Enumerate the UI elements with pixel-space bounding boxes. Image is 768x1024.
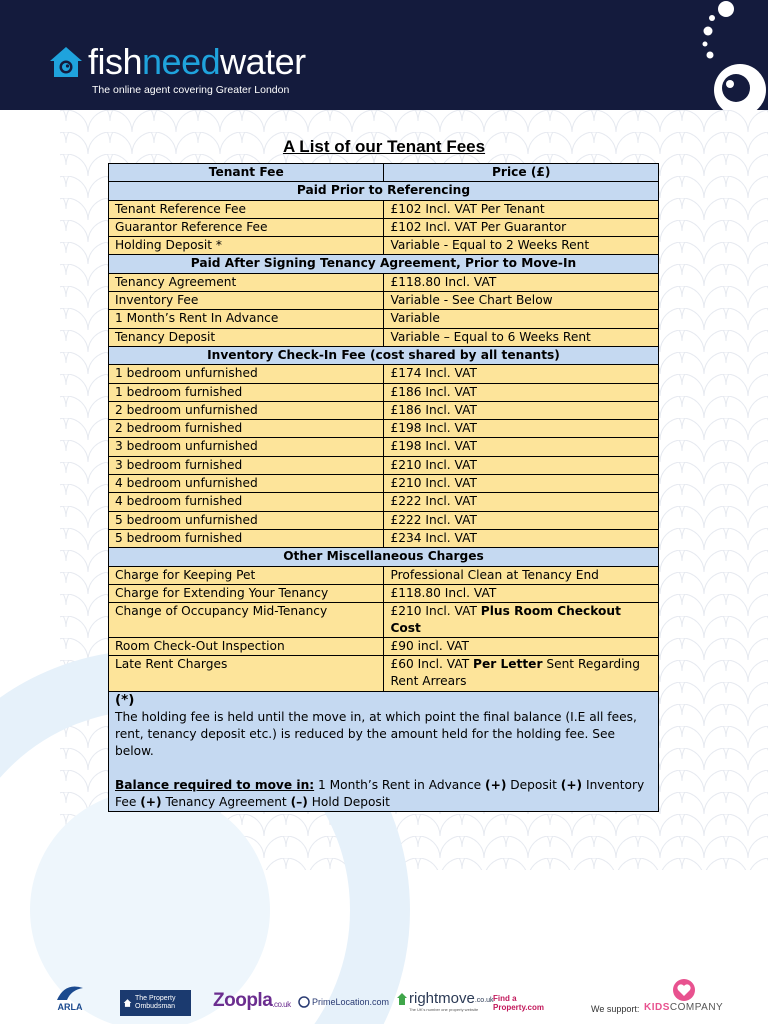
note-text: The holding fee is held until the move in, at which point the final balance (I.E all fees, rent, tenancy deposit etc.) is reduced by the amount held for the holding fee. See below. bbox=[115, 710, 637, 759]
column-header-fee: Tenant Fee bbox=[109, 164, 384, 182]
price-cell: Professional Clean at Tenancy End bbox=[384, 566, 659, 584]
table-row bbox=[109, 365, 659, 383]
price-cell: £210 Incl. VAT bbox=[384, 475, 659, 493]
price-cell: £186 Incl. VAT bbox=[384, 401, 659, 419]
section-heading: Other Miscellaneous Charges bbox=[109, 548, 659, 566]
property-ombudsman-logo[interactable]: The Property Ombudsman bbox=[120, 990, 191, 1016]
price-cell: £198 Incl. VAT bbox=[384, 438, 659, 456]
fee-cell: Tenancy Agreement bbox=[109, 273, 384, 291]
ombudsman-house-icon bbox=[123, 996, 132, 1010]
price-cell: Variable - Equal to 2 Weeks Rent bbox=[384, 237, 659, 255]
table-row bbox=[109, 656, 659, 692]
kids-company-heart-icon bbox=[671, 978, 697, 1002]
table-row bbox=[109, 603, 659, 638]
table-row bbox=[109, 401, 659, 419]
table-row bbox=[109, 475, 659, 493]
price-cell: £222 Incl. VAT bbox=[384, 511, 659, 529]
price-cell: £222 Incl. VAT bbox=[384, 493, 659, 511]
fee-cell: 3 bedroom unfurnished bbox=[109, 438, 384, 456]
house-fish-icon bbox=[48, 45, 84, 79]
primelocation-icon bbox=[298, 996, 310, 1008]
table-row bbox=[109, 529, 659, 547]
findaproperty-logo[interactable]: Find a Property.com bbox=[493, 994, 544, 1012]
fee-cell: Tenancy Deposit bbox=[109, 328, 384, 346]
table-row bbox=[109, 273, 659, 291]
header-banner bbox=[0, 0, 768, 110]
fee-cell: 2 bedroom unfurnished bbox=[109, 401, 384, 419]
section-heading-row bbox=[109, 182, 659, 200]
rightmove-house-icon bbox=[397, 993, 407, 1005]
fee-cell: 5 bedroom unfurnished bbox=[109, 511, 384, 529]
table-row bbox=[109, 566, 659, 584]
price-cell: £174 Incl. VAT bbox=[384, 365, 659, 383]
price-cell: £234 Incl. VAT bbox=[384, 529, 659, 547]
section-heading: Paid Prior to Referencing bbox=[109, 182, 659, 200]
page-title: A List of our Tenant Fees bbox=[282, 137, 486, 156]
fee-cell: 2 bedroom furnished bbox=[109, 420, 384, 438]
fee-cell: Charge for Keeping Pet bbox=[109, 566, 384, 584]
price-cell: Variable – Equal to 6 Weeks Rent bbox=[384, 328, 659, 346]
fee-cell: Charge for Extending Your Tenancy bbox=[109, 584, 384, 602]
fee-cell: Inventory Fee bbox=[109, 292, 384, 310]
table-header-row bbox=[109, 164, 659, 182]
fee-cell: 4 bedroom unfurnished bbox=[109, 475, 384, 493]
price-cell: £102 Incl. VAT Per Tenant bbox=[384, 200, 659, 218]
brand-name-part1: fish bbox=[88, 41, 143, 82]
column-header-price: Price (£) bbox=[384, 164, 659, 182]
section-heading: Inventory Check-In Fee (cost shared by all tenants) bbox=[109, 346, 659, 364]
fee-cell: Late Rent Charges bbox=[109, 656, 384, 692]
brand-logo[interactable] bbox=[48, 41, 306, 82]
price-cell: £210 Incl. VAT Plus Room Checkout Cost bbox=[384, 603, 659, 638]
brand-wordmark bbox=[88, 41, 306, 82]
price-cell: £118.80 Incl. VAT bbox=[384, 584, 659, 602]
table-row bbox=[109, 200, 659, 218]
fee-cell: Holding Deposit * bbox=[109, 237, 384, 255]
price-cell: £90 incl. VAT bbox=[384, 638, 659, 656]
footer-logos bbox=[0, 976, 768, 1024]
table-row bbox=[109, 638, 659, 656]
table-row bbox=[109, 383, 659, 401]
table-row bbox=[109, 511, 659, 529]
section-heading-row bbox=[109, 346, 659, 364]
tenant-fees-table bbox=[108, 163, 659, 812]
fee-cell: Tenant Reference Fee bbox=[109, 200, 384, 218]
fee-cell: Room Check-Out Inspection bbox=[109, 638, 384, 656]
arla-logo[interactable]: ARLA bbox=[50, 982, 90, 1012]
table-row bbox=[109, 328, 659, 346]
brand-name-part2: need bbox=[142, 41, 221, 82]
section-heading: Paid After Signing Tenancy Agreement, Prior to Move-In bbox=[109, 255, 659, 273]
fee-cell: Change of Occupancy Mid-Tenancy bbox=[109, 603, 384, 638]
table-row bbox=[109, 292, 659, 310]
brand-tagline: The online agent covering Greater London bbox=[92, 84, 290, 96]
fee-cell: 1 Month’s Rent In Advance bbox=[109, 310, 384, 328]
price-cell: £118.80 Incl. VAT bbox=[384, 273, 659, 291]
arla-emblem-icon bbox=[55, 982, 85, 1002]
price-cell: £210 Incl. VAT bbox=[384, 456, 659, 474]
zoopla-logo[interactable]: Zoopla .co.uk bbox=[213, 990, 291, 1011]
section-heading-row bbox=[109, 548, 659, 566]
fee-cell: 1 bedroom furnished bbox=[109, 383, 384, 401]
price-cell: Variable - See Chart Below bbox=[384, 292, 659, 310]
table-row bbox=[109, 438, 659, 456]
fee-cell: 3 bedroom furnished bbox=[109, 456, 384, 474]
note-row bbox=[109, 692, 659, 812]
fee-cell: Guarantor Reference Fee bbox=[109, 218, 384, 236]
table-row bbox=[109, 584, 659, 602]
price-cell: £186 Incl. VAT bbox=[384, 383, 659, 401]
rightmove-logo[interactable]: rightmove .co.uk The UK's number one property website bbox=[397, 990, 494, 1012]
price-cell: Variable bbox=[384, 310, 659, 328]
we-support-label: We support: bbox=[591, 1004, 640, 1014]
price-cell: £102 Incl. VAT Per Guarantor bbox=[384, 218, 659, 236]
table-row bbox=[109, 237, 659, 255]
fee-cell: 4 bedroom furnished bbox=[109, 493, 384, 511]
fee-cell: 5 bedroom furnished bbox=[109, 529, 384, 547]
table-row bbox=[109, 218, 659, 236]
price-cell: £198 Incl. VAT bbox=[384, 420, 659, 438]
table-row bbox=[109, 493, 659, 511]
section-heading-row bbox=[109, 255, 659, 273]
kids-company-logo[interactable]: KIDSCOMPANY bbox=[644, 978, 723, 1013]
price-cell: £60 Incl. VAT Per Letter Sent Regarding Rent Arrears bbox=[384, 656, 659, 692]
table-row bbox=[109, 456, 659, 474]
fee-cell: 1 bedroom unfurnished bbox=[109, 365, 384, 383]
table-row bbox=[109, 310, 659, 328]
note-marker: (*) bbox=[115, 692, 135, 709]
holding-fee-note bbox=[109, 692, 659, 812]
primelocation-logo[interactable]: PrimeLocation.com bbox=[298, 996, 389, 1008]
brand-name-part3: water bbox=[220, 41, 306, 82]
bubbles-decoration bbox=[688, 0, 768, 110]
table-row bbox=[109, 420, 659, 438]
balance-required-text: Balance required to move in: 1 Month’s Rent in Advance (+) Deposit (+) Inventory Fee (+) Tenancy Agreement (–) Hold Deposit bbox=[115, 778, 645, 810]
